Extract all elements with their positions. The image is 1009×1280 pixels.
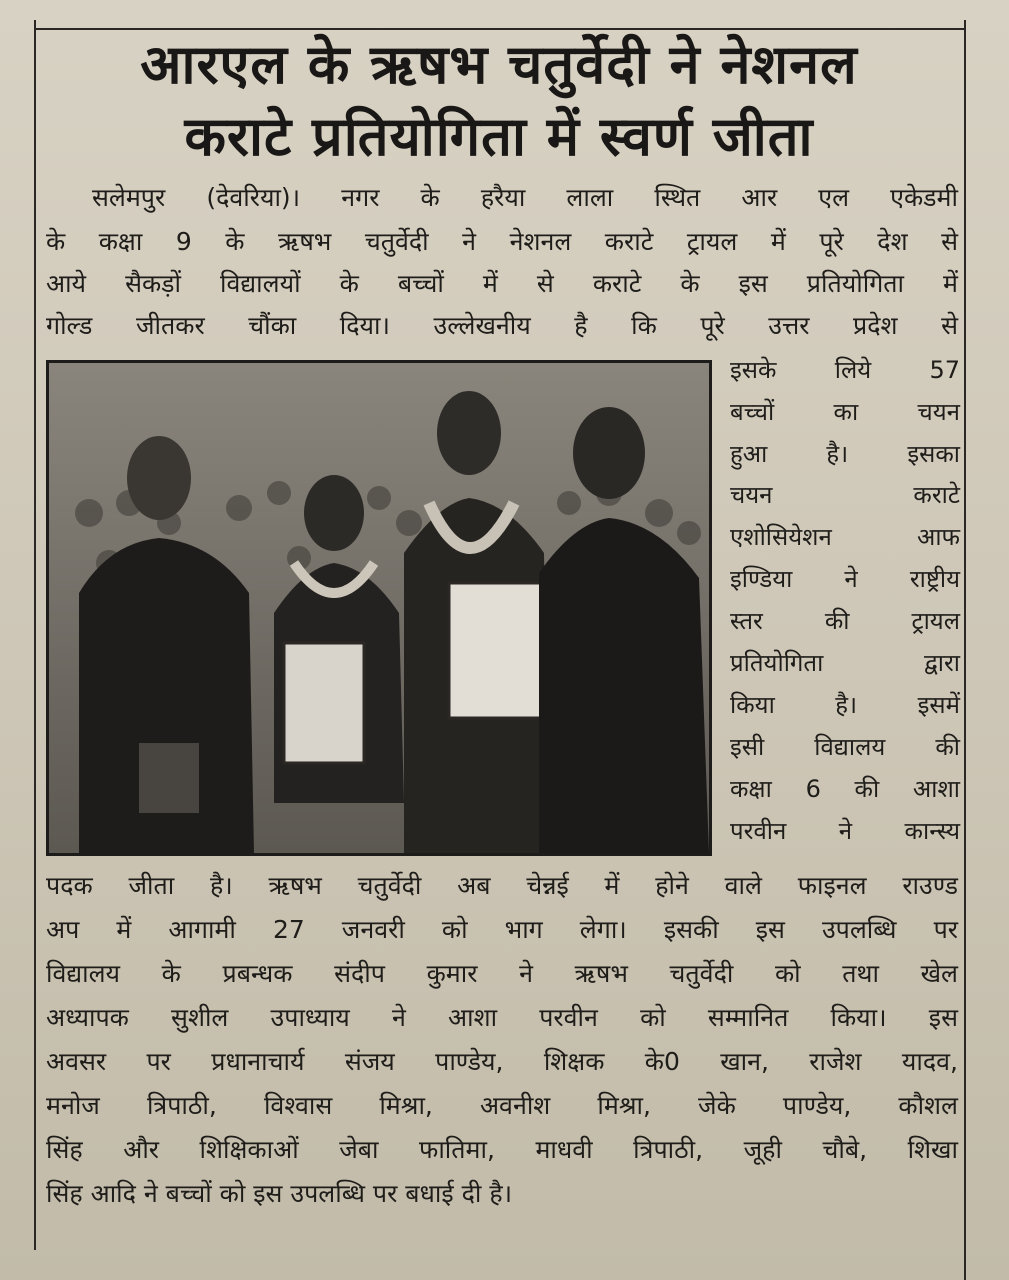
body-line: गोल्ड जीतकर चौंका दिया। उल्लेखनीय है कि पूरे उत्तर प्रदेश से	[46, 311, 958, 340]
body-line: आये सैकड़ों विद्यालयों के बच्चों में से कराटे के इस प्रतियोगिता में	[46, 269, 958, 298]
body-line: सिंह और शिक्षिकाओं जेबा फातिमा, माधवी त्रिपाठी, जूही चौबे, शिखा	[46, 1135, 958, 1164]
body-line-side: परवीन ने कान्स्य	[730, 817, 960, 845]
body-line: मनोज त्रिपाठी, विश्वास मिश्रा, अवनीश मिश्रा, जेके पाण्डेय, कौशल	[46, 1091, 958, 1120]
body-line: पदक जीता है। ऋषभ चतुर्वेदी अब चेन्नई में होने वाले फाइनल राउण्ड	[46, 871, 958, 900]
body-line-side: इसके लिये 57	[730, 356, 960, 384]
column-rule-right	[964, 20, 966, 1280]
column-rule-left	[34, 20, 36, 1250]
body-line-side: हुआ है। इसका	[730, 440, 960, 468]
body-line: अवसर पर प्रधानाचार्य संजय पाण्डेय, शिक्षक के0 खान, राजेश यादव,	[46, 1047, 958, 1076]
headline-line-1: आरएल के ऋषभ चतुर्वेदी ने नेशनल	[140, 33, 858, 96]
body-line-side: प्रतियोगिता द्वारा	[730, 649, 960, 677]
body-line: अध्यापक सुशील उपाध्याय ने आशा परवीन को सम्मानित किया। इस	[46, 1003, 958, 1032]
body-line-side: किया है। इसमें	[730, 691, 960, 719]
body-line-side: कक्षा 6 की आशा	[730, 775, 960, 803]
body-line-side: एशोसियेशन आफ	[730, 523, 960, 551]
body-line: अप में आगामी 27 जनवरी को भाग लेगा। इसकी इस उपलब्धि पर	[46, 915, 958, 944]
body-line: सलेमपुर (देवरिया)। नगर के हरैया लाला स्थित आर एल एकेडमी	[92, 183, 958, 212]
body-line-last: सिंह आदि ने बच्चों को इस उपलब्धि पर बधाई दी है।	[46, 1179, 513, 1208]
body-line-side: स्तर की ट्रायल	[730, 607, 960, 635]
column-rule-top	[34, 28, 966, 30]
body-line-side: इण्डिया ने राष्ट्रीय	[730, 565, 960, 593]
body-line-side: बच्चों का चयन	[730, 398, 960, 426]
news-photo	[46, 360, 712, 856]
body-line: के कक्षा 9 के ऋषभ चतुर्वेदी ने नेशनल कराटे ट्रायल में पूरे देश से	[46, 227, 958, 256]
body-line-side: इसी विद्यालय की	[730, 733, 960, 761]
headline-line-2: कराटे प्रतियोगिता में स्वर्ण जीता	[184, 105, 814, 168]
body-line-side: चयन कराटे	[730, 481, 960, 509]
newspaper-photo	[49, 363, 709, 853]
body-line: विद्यालय के प्रबन्धक संदीप कुमार ने ऋषभ चतुर्वेदी को तथा खेल	[46, 959, 958, 988]
